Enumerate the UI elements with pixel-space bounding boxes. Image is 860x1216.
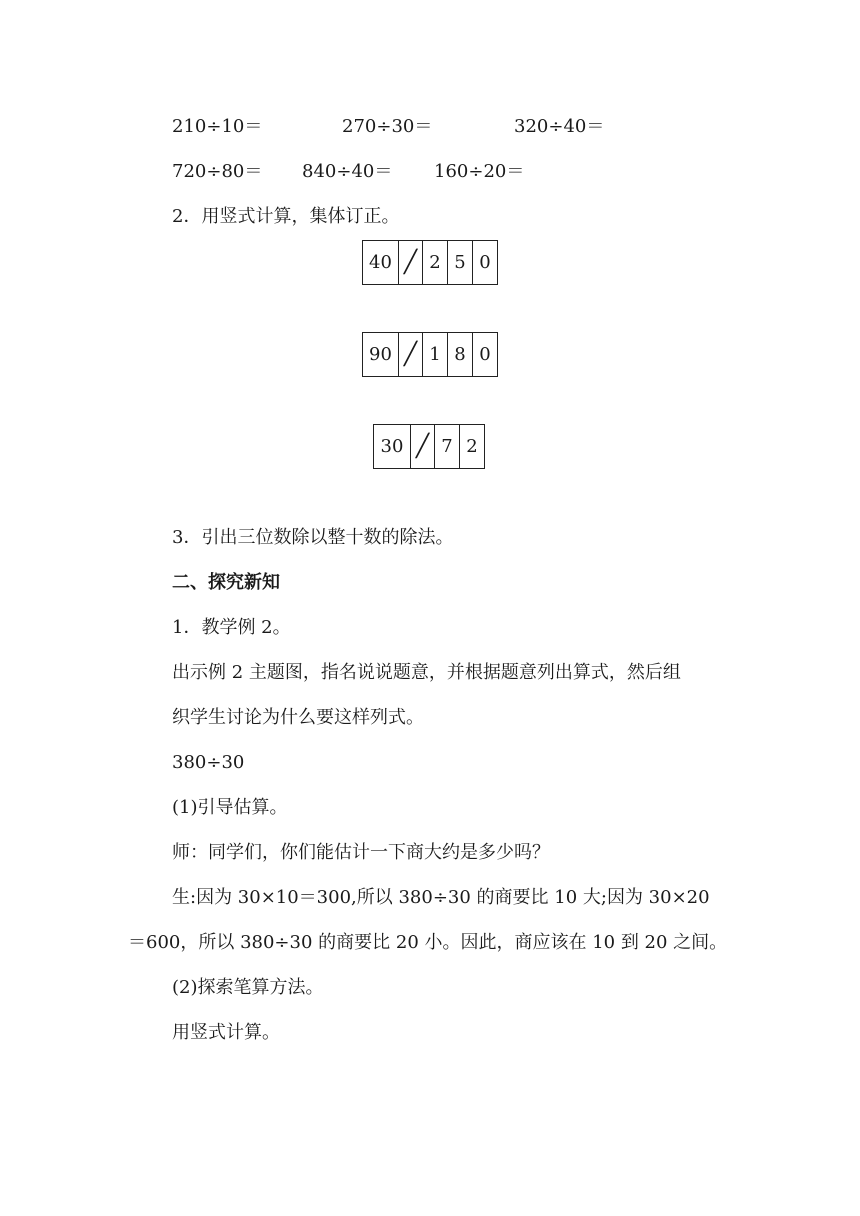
divisor-cell: 40 [369, 252, 392, 273]
oral-problem: 320÷40＝ [514, 116, 605, 137]
dividend-digit-cell: 2 [459, 425, 484, 468]
divisor-cell: 90 [369, 344, 392, 365]
dividend-digit-cell: 0 [472, 333, 497, 376]
dividend-digit-cell: 0 [472, 241, 497, 284]
oral-problem: 720÷80＝ [172, 161, 263, 182]
long-division-frame [362, 240, 498, 285]
list-item: (2)探索笔算方法。 [172, 977, 324, 998]
oral-problem: 840÷40＝ [302, 161, 393, 182]
dividend-digit-cell: 5 [447, 241, 472, 284]
long-division-frame [362, 332, 498, 377]
teacher-dialogue: 师：同学们，你们能估计一下商大约是多少吗？ [172, 842, 550, 863]
long-division-frame [373, 424, 485, 469]
dividend-digit-cell: 8 [447, 333, 472, 376]
list-item: (1)引导估算。 [172, 797, 288, 818]
student-dialogue: ＝600，所以 380÷30 的商要比 20 小。因此，商应该在 10 到 20 之间。 [128, 932, 728, 953]
division-bracket-icon: ╱ [398, 241, 422, 284]
divisor-cell: 30 [380, 436, 404, 457]
step-2-text: 2．用竖式计算，集体订正。 [172, 206, 400, 227]
paragraph-line: 织学生讨论为什么要这样列式。 [172, 707, 424, 728]
oral-problem: 160÷20＝ [434, 161, 525, 182]
dividend-digit-cell: 1 [422, 333, 447, 376]
paragraph-line: 出示例 2 主题图，指名说说题意，并根据题意列出算式，然后组 [172, 662, 681, 683]
student-dialogue: 生:因为 30×10＝300,所以 380÷30 的商要比 10 大;因为 30×20 [172, 887, 710, 908]
division-bracket-icon: ╱ [410, 425, 434, 468]
example-heading: 1．教学例 2。 [172, 617, 291, 638]
paragraph-line: 用竖式计算。 [172, 1022, 280, 1043]
step-3-text: 3．引出三位数除以整十数的除法。 [172, 527, 454, 548]
oral-problem: 270÷30＝ [342, 116, 433, 137]
dividend-digit-cell: 2 [422, 241, 447, 284]
oral-problem: 210÷10＝ [172, 116, 263, 137]
section-heading: 二、探究新知 [172, 572, 280, 593]
division-bracket-icon: ╱ [398, 333, 422, 376]
dividend-digit-cell: 7 [434, 425, 459, 468]
expression: 380÷30 [172, 752, 245, 773]
